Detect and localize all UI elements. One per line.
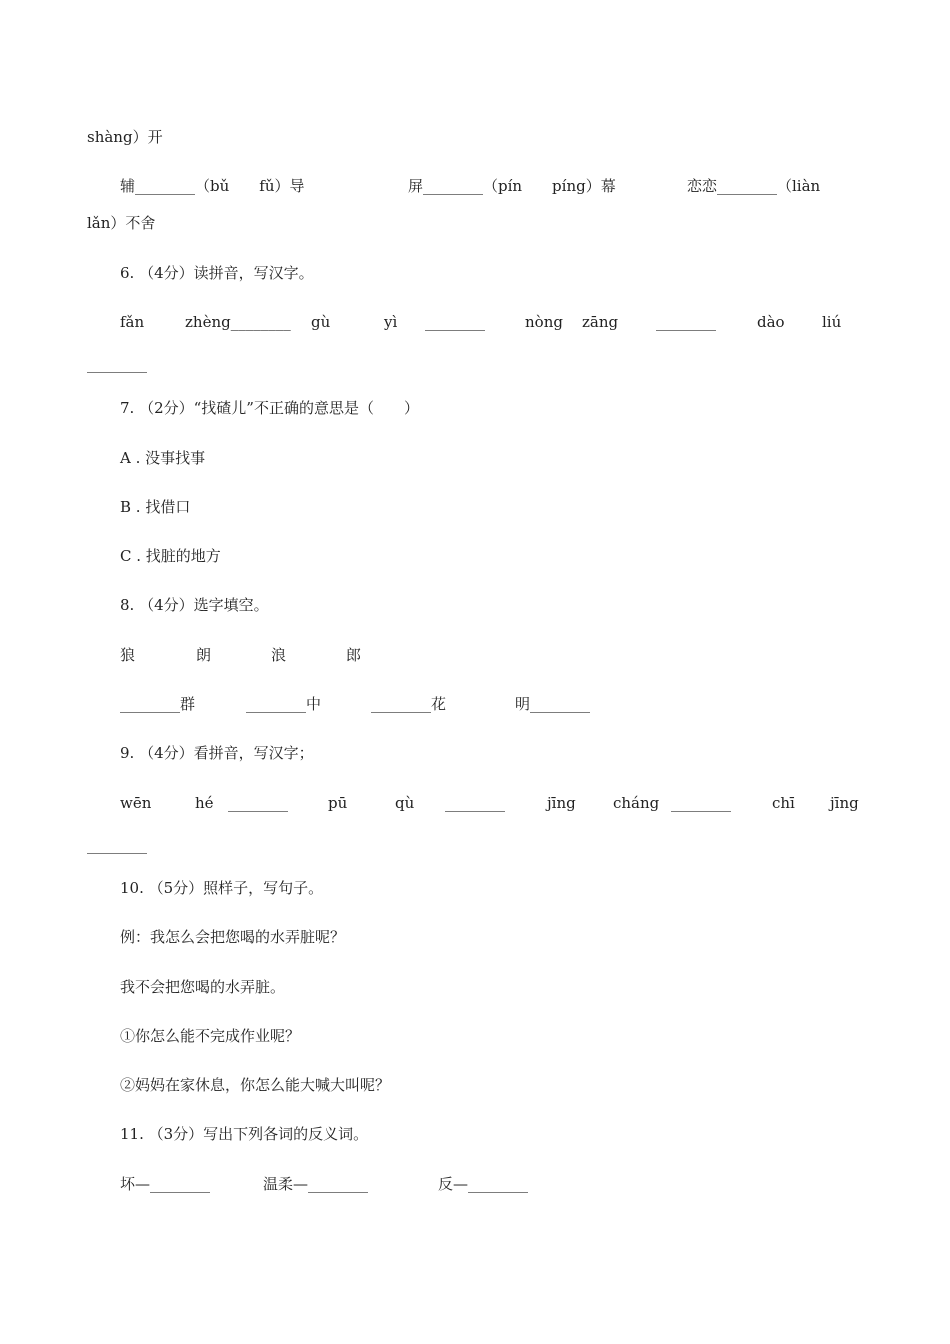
q6-pinyin: yì (384, 313, 398, 331)
q11-item[interactable]: 温柔—________ (263, 1175, 369, 1193)
q10-item-2: ②妈妈在家休息，你怎么能大喊大叫呢？ (120, 1076, 391, 1094)
q6-blank[interactable]: ________ (656, 313, 716, 331)
q7-option-a[interactable]: A . 没事找事 (120, 449, 206, 467)
q6-trailing-blank[interactable]: ________ (87, 355, 147, 373)
q9-blank[interactable]: ________ (671, 794, 731, 812)
q6-pinyin: liú (822, 313, 842, 331)
q8-fill[interactable]: 明________ (515, 695, 591, 713)
q6-pinyin: zhèng________ (185, 313, 291, 331)
q8-char: 狼 (120, 646, 136, 664)
q7-option-b[interactable]: B . 找借口 (120, 498, 191, 516)
q11-title: 11. （3分）写出下列各词的反义词。 (120, 1125, 369, 1143)
q9-pinyin: pū (328, 794, 348, 812)
q9-blank[interactable]: ________ (228, 794, 288, 812)
q6-pinyin: dào (757, 313, 785, 331)
q11-item[interactable]: 反—________ (438, 1175, 529, 1193)
q8-fill[interactable]: ________花 (371, 695, 447, 713)
q6-title: 6. （4分）读拼音，写汉字。 (120, 264, 314, 282)
q9-blank[interactable]: ________ (445, 794, 505, 812)
q9-pinyin: hé (195, 794, 214, 812)
q9-trailing-blank[interactable]: ________ (87, 836, 147, 854)
q6-pinyin: zāng (582, 313, 619, 331)
q9-pinyin: jīng (830, 794, 859, 812)
q6-blank[interactable]: ________ (425, 313, 485, 331)
q8-fill[interactable]: ________中 (246, 695, 322, 713)
q8-char: 浪 (271, 646, 287, 664)
q5-continuation-2: lǎn）不舍 (87, 214, 156, 232)
q6-pinyin: nòng (525, 313, 563, 331)
q6-pinyin: gù (311, 313, 331, 331)
q8-char: 朗 (196, 646, 212, 664)
q9-title: 9. （4分）看拼音，写汉字； (120, 744, 314, 762)
q9-pinyin: wēn (120, 794, 152, 812)
q10-example-answer: 我不会把您喝的水弄脏。 (120, 978, 286, 996)
q8-title: 8. （4分）选字填空。 (120, 596, 269, 614)
q5-continuation: shàng）开 (87, 128, 163, 146)
q10-example: 例：我怎么会把您喝的水弄脏呢？ (120, 928, 346, 946)
q5-item-lianlian: 恋恋________（liàn (687, 177, 821, 195)
q6-pinyin: fǎn (120, 313, 145, 331)
q9-pinyin: qù (395, 794, 415, 812)
q10-item-1: ①你怎么能不完成作业呢？ (120, 1027, 301, 1045)
q8-char: 郎 (346, 646, 362, 664)
q9-pinyin: cháng (613, 794, 660, 812)
q9-pinyin: chī (772, 794, 795, 812)
q7-title: 7. （2分）“找碴儿”不正确的意思是（ ） (120, 399, 419, 417)
q5-item-fudao: 辅________（bǔ fǔ）导 (120, 177, 305, 195)
q10-title: 10. （5分）照样子，写句子。 (120, 879, 324, 897)
q8-fill[interactable]: ________群 (120, 695, 196, 713)
q7-option-c[interactable]: C . 找脏的地方 (120, 547, 221, 565)
q5-item-pingmu: 屏________（pín píng）幕 (408, 177, 616, 195)
q11-item[interactable]: 坏—________ (120, 1175, 211, 1193)
q9-pinyin: jīng (547, 794, 576, 812)
